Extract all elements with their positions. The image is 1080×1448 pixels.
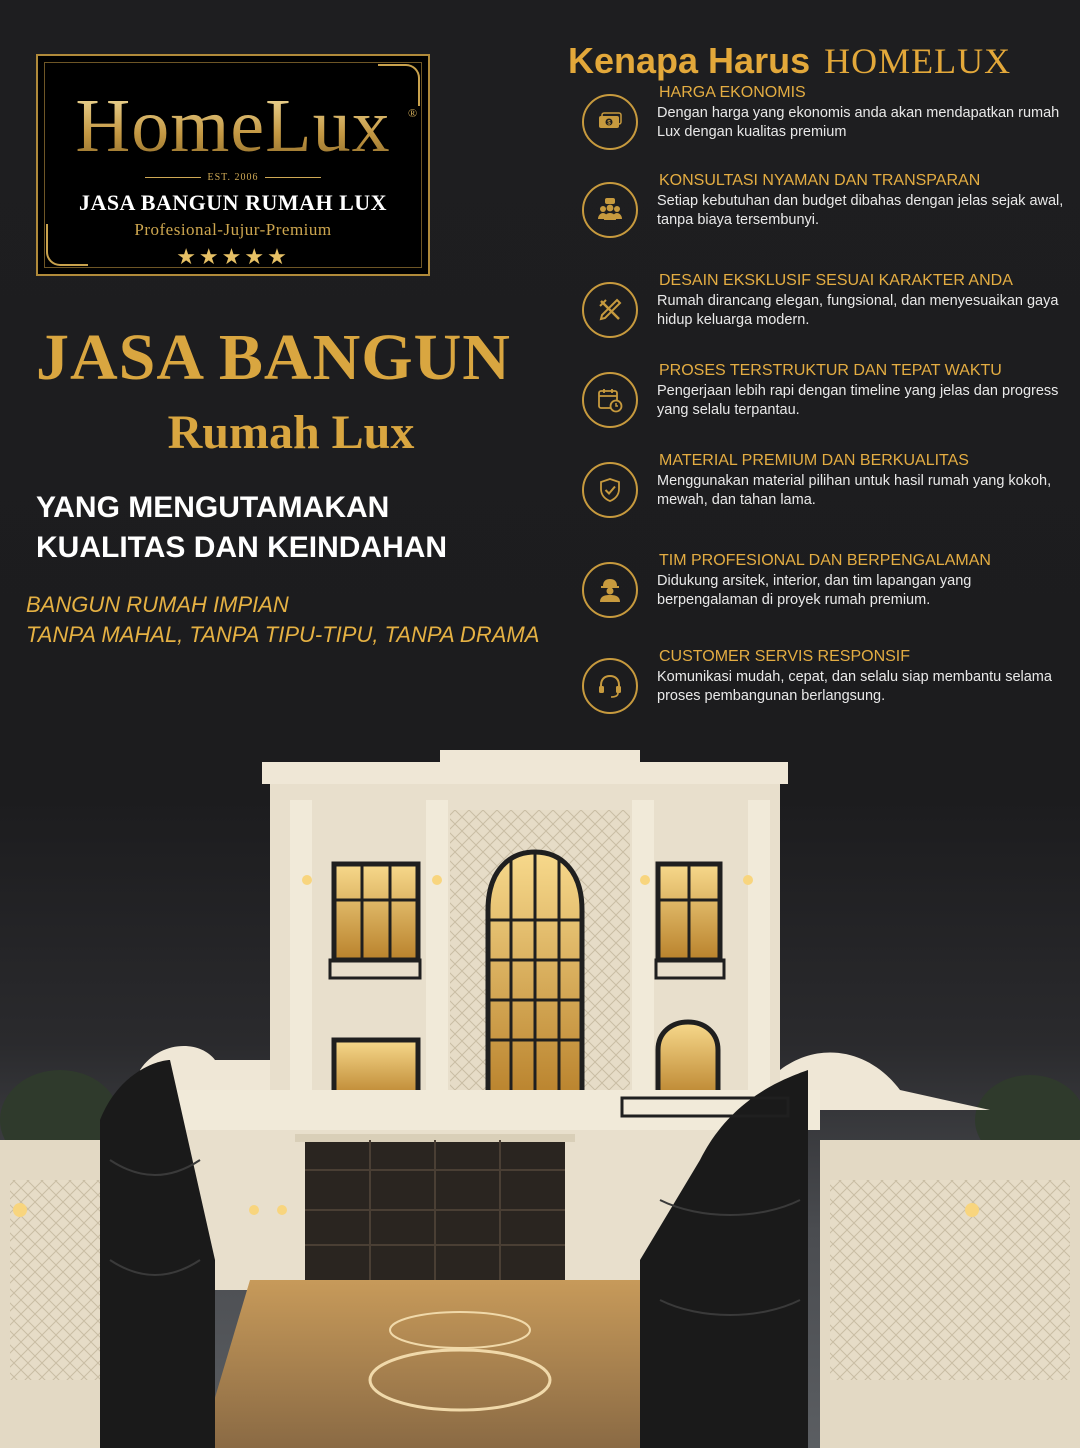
consultation-icon: [582, 182, 638, 238]
feature-desc: Rumah dirancang elegan, fungsional, dan menyesuaikan gaya hidup keluarga modern.: [657, 293, 1059, 328]
feature-desc: Setiap kebutuhan dan budget dibahas dengan jelas sejak awal, tanpa biaya tersembunyi.: [657, 193, 1064, 228]
feature-title: TIM PROFESIONAL DAN BERPENGALAMAN: [659, 552, 991, 569]
worker-icon: [582, 562, 638, 618]
hero-lead-line: YANG MENGUTAMAKAN: [36, 491, 390, 524]
feature-item: [582, 172, 1072, 262]
calendar-clock-icon: [582, 372, 638, 428]
feature-item: [582, 648, 1072, 738]
feature-title: CUSTOMER SERVIS RESPONSIF: [659, 648, 911, 665]
hero-lead-line: KUALITAS DAN KEINDAHAN: [36, 531, 448, 564]
headset-icon: [582, 658, 638, 714]
feature-desc: Komunikasi mudah, cepat, dan selalu siap membantu selama proses pembangunan berlangsung.: [657, 669, 1052, 704]
design-tools-icon: [582, 282, 638, 338]
why-heading-text: Kenapa Harus: [568, 40, 811, 81]
brand-logo-panel: [36, 54, 430, 276]
why-heading-brand: HOMELUX: [824, 41, 1012, 81]
feature-item: [582, 84, 1072, 174]
feature-item: [582, 552, 1072, 642]
brand-name: HomeLux: [38, 86, 428, 166]
hero-lead: [36, 488, 447, 568]
feature-item: [582, 362, 1072, 452]
star-rating-icon: ★★★★★: [176, 244, 290, 269]
registered-mark: ®: [408, 106, 418, 120]
established-year: EST. 2006: [38, 172, 428, 183]
feature-title: KONSULTASI NYAMAN DAN TRANSPARAN: [659, 172, 981, 189]
feature-title: MATERIAL PREMIUM DAN BERKUALITAS: [659, 452, 969, 469]
feature-desc: Pengerjaan lebih rapi dengan timeline yang jelas dan progress yang selalu terpantau.: [657, 383, 1059, 418]
luxury-house-image: [0, 740, 1080, 1448]
logo-values: Profesional-Jujur-Premium: [134, 220, 332, 239]
logo-tagline: JASA BANGUN RUMAH LUX: [78, 190, 388, 215]
hero-slogan: [26, 590, 539, 650]
feature-item: [582, 452, 1072, 542]
shield-check-icon: [582, 462, 638, 518]
hero-title: JASA BANGUN: [36, 321, 511, 394]
feature-item: [582, 272, 1072, 362]
slogan-line: BANGUN RUMAH IMPIAN: [26, 592, 289, 617]
feature-title: PROSES TERSTRUKTUR DAN TEPAT WAKTU: [659, 362, 1002, 379]
feature-desc: Dengan harga yang ekonomis anda akan mendapatkan rumah Lux dengan kualitas premium: [657, 105, 1060, 140]
hero-subtitle: Rumah Lux: [167, 406, 415, 459]
feature-title: DESAIN EKSKLUSIF SESUAI KARAKTER ANDA: [659, 272, 1013, 289]
feature-desc: Didukung arsitek, interior, dan tim lapangan yang berpengalaman di proyek rumah premium.: [657, 573, 972, 608]
feature-desc: Menggunakan material pilihan untuk hasil rumah yang kokoh, mewah, dan tahan lama.: [657, 473, 1052, 508]
why-heading: [568, 40, 1011, 82]
svg-text:$: $: [607, 120, 611, 127]
money-icon: [582, 94, 638, 150]
feature-title: HARGA EKONOMIS: [659, 84, 806, 101]
slogan-line: TANPA MAHAL, TANPA TIPU-TIPU, TANPA DRAMA: [26, 622, 540, 647]
